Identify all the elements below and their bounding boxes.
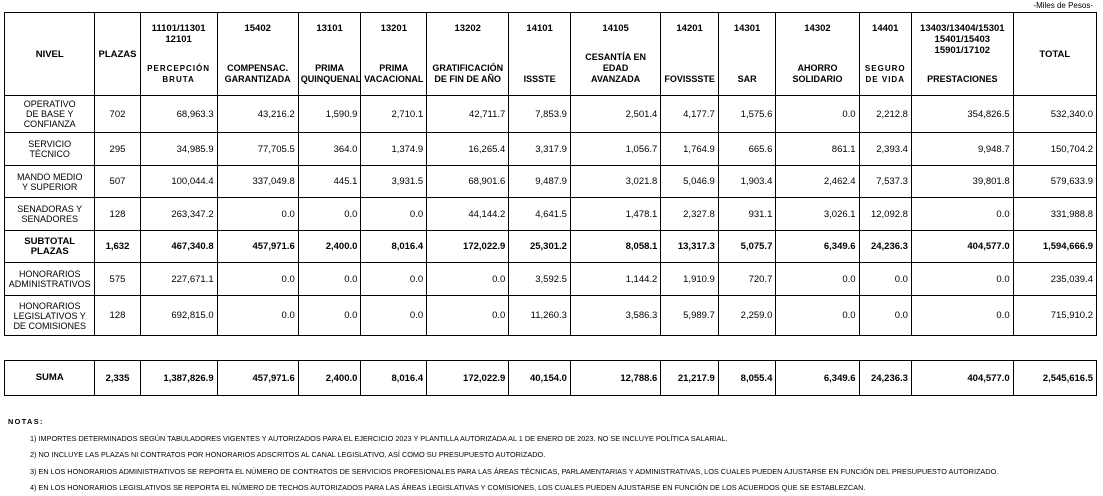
value-cell: 11,260.3	[509, 296, 571, 336]
value-cell: 0.0	[298, 296, 361, 336]
value-cell: 404,577.0	[911, 231, 1013, 263]
value-cell: 3,026.1	[776, 198, 859, 231]
value-cell: 77,705.5	[217, 133, 298, 166]
value-cell: 457,971.6	[217, 231, 298, 263]
value-cell: 6,349.6	[776, 231, 859, 263]
value-cell: 0.0	[911, 263, 1013, 296]
header-label: SEGURO DE VIDA	[864, 64, 906, 84]
suma-value: 404,577.0	[911, 361, 1013, 396]
value-cell: 931.1	[718, 198, 776, 231]
header-code: 14201	[676, 23, 703, 34]
value-cell: 227,671.1	[140, 263, 217, 296]
value-cell: 2,259.0	[718, 296, 776, 336]
value-cell: 2,501.4	[570, 96, 660, 133]
value-cell: 25,301.2	[509, 231, 571, 263]
suma-value: 457,971.6	[217, 361, 298, 396]
value-cell: 44,144.2	[427, 198, 509, 231]
table-row	[5, 96, 1097, 133]
value-cell: 1,764.9	[661, 133, 719, 166]
value-cell: 0.0	[217, 263, 298, 296]
value-cell: 0.0	[911, 296, 1013, 336]
header-cell	[1013, 13, 1096, 96]
nivel-cell: MANDO MEDIO Y SUPERIOR	[5, 166, 95, 198]
value-cell: 0.0	[361, 296, 427, 336]
units-label: -Miles de Pesos-	[1033, 1, 1093, 10]
value-cell: 2,393.4	[859, 133, 911, 166]
value-cell: 3,931.5	[361, 166, 427, 198]
table-row	[5, 231, 1097, 263]
value-cell: 1,903.4	[718, 166, 776, 198]
header-row	[5, 13, 1097, 96]
value-cell: 39,801.8	[911, 166, 1013, 198]
header-cell	[298, 13, 361, 96]
value-cell: 0.0	[217, 198, 298, 231]
value-cell: 337,049.8	[217, 166, 298, 198]
plazas-cell: 295	[95, 133, 140, 166]
value-cell: 8,016.4	[361, 231, 427, 263]
nivel-cell: SERVICIO TÉCNICO	[5, 133, 95, 166]
suma-row	[5, 361, 1097, 396]
value-cell: 0.0	[859, 263, 911, 296]
header-label: CESANTÍA EN EDAD AVANZADA	[585, 52, 646, 84]
value-cell: 68,963.3	[140, 96, 217, 133]
value-cell: 692,815.0	[140, 296, 217, 336]
header-label: TOTAL	[1039, 48, 1071, 60]
header-code: 14301	[733, 23, 761, 34]
value-cell: 263,347.2	[140, 198, 217, 231]
value-cell: 235,039.4	[1013, 263, 1096, 296]
header-cell	[776, 13, 859, 96]
header-cell	[859, 13, 911, 96]
header-code: 14105	[602, 23, 629, 34]
value-cell: 42,711.7	[427, 96, 509, 133]
table-body	[5, 96, 1097, 336]
value-cell: 0.0	[911, 198, 1013, 231]
budget-table	[4, 12, 1097, 336]
value-cell: 579,633.9	[1013, 166, 1096, 198]
value-cell: 0.0	[217, 296, 298, 336]
value-cell: 331,988.8	[1013, 198, 1096, 231]
suma-value: 24,236.3	[859, 361, 911, 396]
value-cell: 5,046.9	[661, 166, 719, 198]
table-row	[5, 198, 1097, 231]
table-row	[5, 166, 1097, 198]
header-code: 13403/13404/15301 15401/15403 15901/17102	[920, 23, 1005, 56]
value-cell: 43,216.2	[217, 96, 298, 133]
value-cell: 3,592.5	[509, 263, 571, 296]
suma-plazas: 2,335	[95, 361, 140, 396]
value-cell: 1,910.9	[661, 263, 719, 296]
value-cell: 3,586.3	[570, 296, 660, 336]
value-cell: 1,590.9	[298, 96, 361, 133]
value-cell: 1,478.1	[570, 198, 660, 231]
suma-value: 21,217.9	[661, 361, 719, 396]
value-cell: 7,537.3	[859, 166, 911, 198]
header-label: GRATIFICACIÓN DE FIN DE AÑO	[432, 63, 504, 84]
plazas-cell: 1,632	[95, 231, 140, 263]
nivel-cell: HONORARIOS ADMINISTRATIVOS	[5, 263, 95, 296]
value-cell: 34,985.9	[140, 133, 217, 166]
suma-table	[4, 360, 1097, 396]
header-label: AHORRO SOLIDARIO	[792, 63, 843, 84]
note-item: 4) EN LOS HONORARIOS LEGISLATIVOS SE REPORTA EL NÚMERO DE TECHOS AUTORIZADOS PARA LAS ÁREAS LEGISLATIVAS Y COMISIONES, LOS CUALES PUEDEN AJUSTARSE EN FUNCIÓN DE LOS ACUERDOS QUE SE ESTABLEZCAN.	[30, 482, 866, 492]
notes-title: NOTAS:	[8, 417, 44, 426]
table-row	[5, 263, 1097, 296]
value-cell: 0.0	[776, 263, 859, 296]
header-cell	[718, 13, 776, 96]
value-cell: 467,340.8	[140, 231, 217, 263]
value-cell: 0.0	[298, 198, 361, 231]
value-cell: 7,853.9	[509, 96, 571, 133]
plazas-cell: 702	[95, 96, 140, 133]
value-cell: 3,021.8	[570, 166, 660, 198]
header-label: COMPENSAC. GARANTIZADA	[224, 63, 291, 84]
header-code: 14401	[872, 23, 899, 34]
header-code: 13201	[380, 23, 407, 34]
value-cell: 24,236.3	[859, 231, 911, 263]
header-code: 14302	[804, 23, 831, 34]
nivel-cell: SUBTOTAL PLAZAS	[5, 231, 95, 263]
value-cell: 1,575.6	[718, 96, 776, 133]
value-cell: 2,212.8	[859, 96, 911, 133]
header-cell	[427, 13, 509, 96]
table-row	[5, 296, 1097, 336]
value-cell: 665.6	[718, 133, 776, 166]
suma-value: 40,154.0	[509, 361, 571, 396]
header-label: PLAZAS	[98, 48, 137, 60]
header-code: 13202	[454, 23, 481, 34]
plazas-cell: 575	[95, 263, 140, 296]
header-cell	[5, 13, 95, 96]
value-cell: 172,022.9	[427, 231, 509, 263]
value-cell: 5,989.7	[661, 296, 719, 336]
value-cell: 0.0	[427, 296, 509, 336]
value-cell: 12,092.8	[859, 198, 911, 231]
notes-list	[8, 431, 998, 496]
suma-value: 2,545,616.5	[1013, 361, 1096, 396]
suma-value: 2,400.0	[298, 361, 361, 396]
header-code: 11101/11301 12101	[151, 23, 206, 45]
header-cell	[661, 13, 719, 96]
header-cell	[95, 13, 140, 96]
value-cell: 364.0	[298, 133, 361, 166]
header-code: 14101	[526, 23, 553, 34]
header-cell	[570, 13, 660, 96]
value-cell: 0.0	[776, 296, 859, 336]
note-item: 3) EN LOS HONORARIOS ADMINISTRATIVOS SE REPORTA EL NÚMERO DE CONTRATOS DE SERVICIOS PROFESIONALES PARA LAS ÁREAS TÉCNICAS, PARLAMENTARIAS Y ADMINISTRATIVAS, LOS CUALES PUEDEN AJUSTARSE EN FUNCIÓN DEL PRESUPUESTO AUTORIZADO.	[30, 466, 999, 476]
value-cell: 861.1	[776, 133, 859, 166]
suma-label: SUMA	[5, 361, 95, 396]
header-label: PRESTACIONES	[927, 74, 998, 84]
notes-section	[8, 414, 998, 496]
value-cell: 68,901.6	[427, 166, 509, 198]
nivel-cell: SENADORAS Y SENADORES	[5, 198, 95, 231]
value-cell: 4,177.7	[661, 96, 719, 133]
value-cell: 100,044.4	[140, 166, 217, 198]
value-cell: 1,056.7	[570, 133, 660, 166]
header-code: 13101	[316, 23, 343, 34]
header-label: PRIMA QUINQUENAL	[300, 63, 362, 84]
header-label: SAR	[737, 74, 757, 84]
suma-value: 6,349.6	[776, 361, 859, 396]
value-cell: 0.0	[776, 96, 859, 133]
header-label: PERCEPCIÓN BRUTA	[147, 64, 211, 84]
value-cell: 1,594,666.9	[1013, 231, 1096, 263]
value-cell: 2,400.0	[298, 231, 361, 263]
header-cell	[911, 13, 1013, 96]
table-header	[5, 13, 1097, 96]
header-label: FOVISSSTE	[664, 74, 715, 84]
value-cell: 3,317.9	[509, 133, 571, 166]
value-cell: 2,327.8	[661, 198, 719, 231]
value-cell: 2,710.1	[361, 96, 427, 133]
value-cell: 2,462.4	[776, 166, 859, 198]
header-code: 15402	[244, 23, 271, 34]
header-label: ISSSTE	[523, 74, 556, 84]
value-cell: 1,374.9	[361, 133, 427, 166]
value-cell: 150,704.2	[1013, 133, 1096, 166]
value-cell: 5,075.7	[718, 231, 776, 263]
suma-value: 172,022.9	[427, 361, 509, 396]
header-label: PRIMA VACACIONAL	[364, 63, 424, 84]
value-cell: 720.7	[718, 263, 776, 296]
header-label: NIVEL	[35, 48, 64, 60]
nivel-cell: HONORARIOS LEGISLATIVOS Y DE COMISIONES	[5, 296, 95, 336]
plazas-cell: 128	[95, 296, 140, 336]
value-cell: 0.0	[298, 263, 361, 296]
value-cell: 715,910.2	[1013, 296, 1096, 336]
value-cell: 0.0	[859, 296, 911, 336]
value-cell: 9,948.7	[911, 133, 1013, 166]
value-cell: 4,641.5	[509, 198, 571, 231]
value-cell: 1,144.2	[570, 263, 660, 296]
value-cell: 0.0	[427, 263, 509, 296]
nivel-cell: OPERATIVO DE BASE Y CONFIANZA	[5, 96, 95, 133]
value-cell: 0.0	[361, 263, 427, 296]
value-cell: 354,826.5	[911, 96, 1013, 133]
table-row	[5, 133, 1097, 166]
value-cell: 445.1	[298, 166, 361, 198]
header-cell	[140, 13, 217, 96]
header-cell	[217, 13, 298, 96]
suma-value: 12,788.6	[570, 361, 660, 396]
plazas-cell: 507	[95, 166, 140, 198]
plazas-cell: 128	[95, 198, 140, 231]
note-item: 1) IMPORTES DETERMINADOS SEGÚN TABULADORES VIGENTES Y AUTORIZADOS PARA EL EJERCICIO 2023 Y PLANTILLA AUTORIZADA AL 1 DE ENERO DE 2023. NO SE INCLUYE POLÍTICA SALARIAL.	[30, 434, 728, 444]
suma-value: 1,387,826.9	[140, 361, 217, 396]
header-cell	[509, 13, 571, 96]
value-cell: 9,487.9	[509, 166, 571, 198]
suma-value: 8,016.4	[361, 361, 427, 396]
value-cell: 0.0	[361, 198, 427, 231]
suma-value: 8,055.4	[718, 361, 776, 396]
note-item: 2) NO INCLUYE LAS PLAZAS NI CONTRATOS POR HONORARIOS ADSCRITOS AL CANAL LEGISLATIVO, ASÍ COMO SU PRESUPUESTO AUTORIZADO.	[30, 450, 546, 460]
value-cell: 532,340.0	[1013, 96, 1096, 133]
value-cell: 13,317.3	[661, 231, 719, 263]
header-cell	[361, 13, 427, 96]
value-cell: 8,058.1	[570, 231, 660, 263]
value-cell: 16,265.4	[427, 133, 509, 166]
